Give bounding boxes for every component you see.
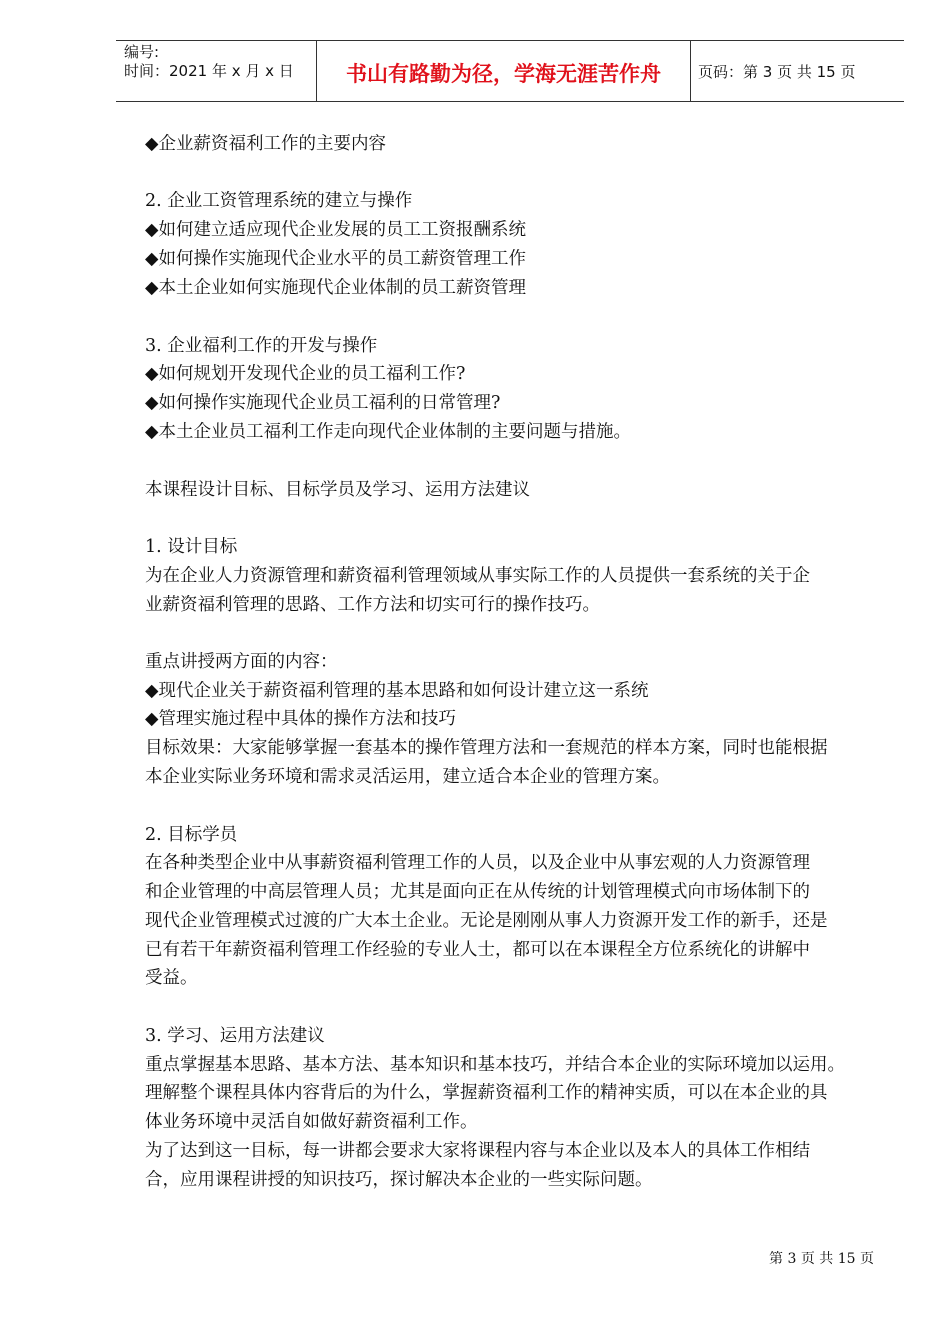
paragraph-line: 理解整个课程具体内容背后的为什么，掌握薪资福利工作的精神实质，可以在本企业的具 [145,1083,828,1103]
paragraph-line: 合，应用课程讲授的知识技巧，探讨解决本企业的一些实际问题。 [145,1170,653,1190]
section-heading: 2. 企业工资管理系统的建立与操作 [145,191,413,211]
header-motto: 书山有路勤为径，学海无涯苦作舟 [346,62,661,86]
bullet-item: ◆如何建立适应现代企业发展的员工工资报酬系统 [145,220,526,240]
paragraph-line: 业薪资福利管理的思路、工作方法和切实可行的操作技巧。 [145,595,600,615]
bullet-item: ◆如何操作实施现代企业水平的员工薪资管理工作 [145,249,526,269]
paragraph-line: 受益。 [145,968,198,988]
header-middle-cell [316,41,691,101]
paragraph-line: 体业务环境中灵活自如做好薪资福利工作。 [145,1112,478,1132]
paragraph-line: 和企业管理的中高层管理人员；尤其是面向正在从传统的计划管理模式向市场体制下的 [145,882,810,902]
time-label: 时间：2021 年 x 月 x 日 [124,62,294,80]
bullet-item: ◆本土企业如何实施现代企业体制的员工薪资管理 [145,278,526,298]
bullet-item: ◆现代企业关于薪资福利管理的基本思路和如何设计建立这一系统 [145,681,649,701]
bullet-item: ◆如何操作实施现代企业员工福利的日常管理? [145,393,501,413]
header-right-cell [690,41,904,101]
page-header [116,40,904,102]
section-heading: 3. 企业福利工作的开发与操作 [145,336,378,356]
paragraph-line: 重点掌握基本思路、基本方法、基本知识和基本技巧，并结合本企业的实际环境加以运用。 [145,1055,845,1075]
paragraph-line: 重点讲授两方面的内容： [145,652,338,672]
bullet-item: ◆管理实施过程中具体的操作方法和技巧 [145,709,456,729]
paragraph-line: 目标效果：大家能够掌握一套基本的操作管理方法和一套规范的样本方案，同时也能根据 [145,738,828,758]
header-page-info: 页码：第 3 页 共 15 页 [698,63,856,81]
page-footer: 第 3 页 共 15 页 [769,1251,874,1267]
paragraph-line: 本企业实际业务环境和需求灵活运用，建立适合本企业的管理方案。 [145,767,670,787]
number-label: 编号: [124,43,160,61]
section-title: 本课程设计目标、目标学员及学习、运用方法建议 [145,480,530,500]
section-heading: 2. 目标学员 [145,825,238,845]
section-heading: 3. 学习、运用方法建议 [145,1026,325,1046]
paragraph-line: 现代企业管理模式过渡的广大本土企业。无论是刚刚从事人力资源开发工作的新手，还是 [145,911,828,931]
text-line: ◆企业薪资福利工作的主要内容 [145,134,386,154]
section-heading: 1. 设计目标 [145,537,238,557]
bullet-item: ◆本土企业员工福利工作走向现代企业体制的主要问题与措施。 [145,422,631,442]
header-left-cell [116,41,316,101]
paragraph-line: 在各种类型企业中从事薪资福利管理工作的人员，以及企业中从事宏观的人力资源管理 [145,853,810,873]
bullet-item: ◆如何规划开发现代企业的员工福利工作? [145,364,466,384]
paragraph-line: 为了达到这一目标，每一讲都会要求大家将课程内容与本企业以及本人的具体工作相结 [145,1141,810,1161]
paragraph-line: 为在企业人力资源管理和薪资福利管理领域从事实际工作的人员提供一套系统的关于企 [145,566,810,586]
paragraph-line: 已有若干年薪资福利管理工作经验的专业人士，都可以在本课程全方位系统化的讲解中 [145,940,810,960]
